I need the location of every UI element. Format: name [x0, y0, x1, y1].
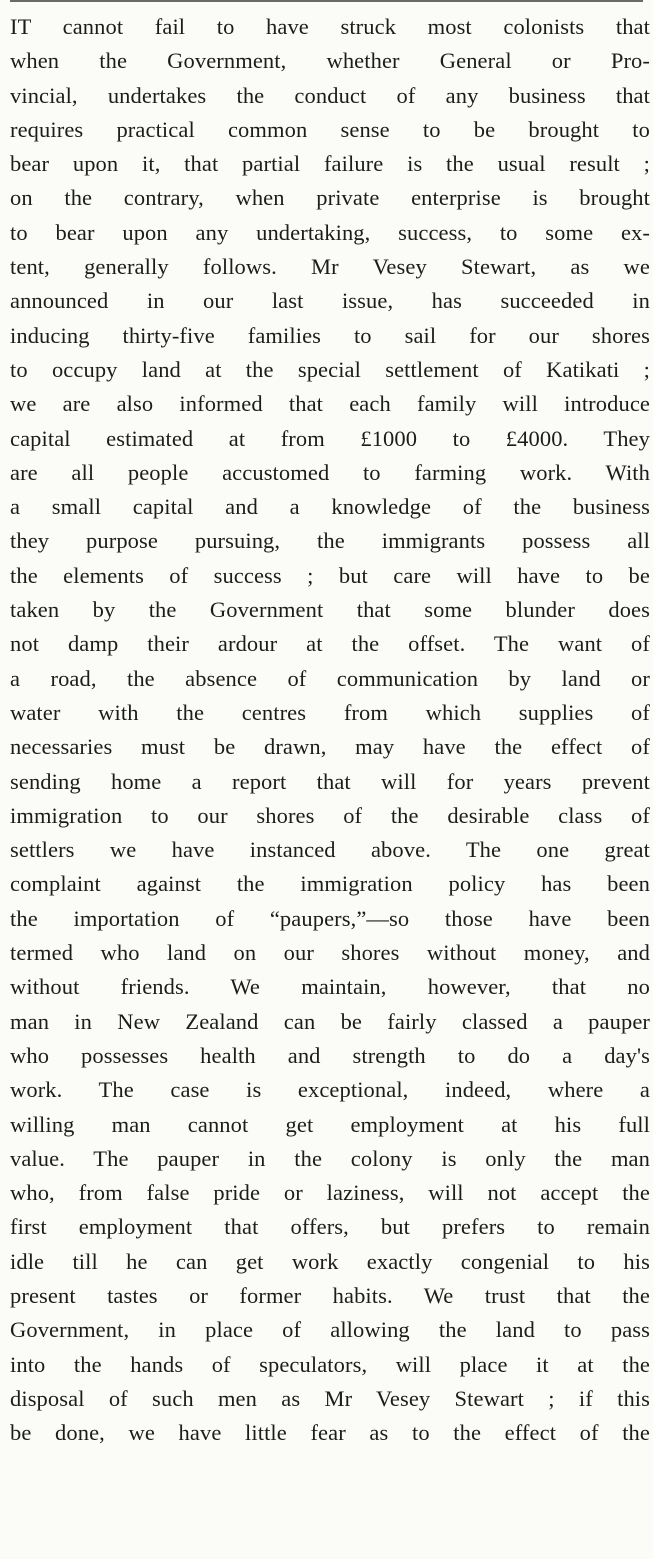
article-line: vincial, undertakes the conduct of any business that	[10, 82, 650, 108]
article-line: capital estimated at from £1000 to £4000. They	[10, 425, 650, 451]
article-line: who, from false pride or laziness, will not accept the	[10, 1180, 650, 1206]
article-line: the importation of “paupers,”—so those have been	[10, 905, 650, 931]
article-line: are all people accustomed to farming work. With	[10, 459, 650, 485]
article-line: to occupy land at the special settlement of Katikati ;	[10, 356, 650, 382]
article-line: complaint against the immigration policy has been	[10, 871, 650, 897]
article-line: inducing thirty-five families to sail for our shores	[10, 322, 650, 348]
article-line: not damp their ardour at the offset. The want of	[10, 631, 650, 657]
article-line: first employment that offers, but prefers to remain	[10, 1214, 650, 1240]
article-line: the elements of success ; but care will have to be	[10, 562, 650, 588]
article-line: taken by the Government that some blunder does	[10, 597, 650, 623]
article-line: termed who land on our shores without money, and	[10, 940, 650, 966]
article-line: tent, generally follows. Mr Vesey Stewart, as we	[10, 254, 650, 280]
article-line: idle till he can get work exactly congenial to his	[10, 1248, 650, 1274]
article-line: present tastes or former habits. We trust that the	[10, 1282, 650, 1308]
article-line: willing man cannot get employment at his full	[10, 1111, 650, 1137]
article-line: work. The case is exceptional, indeed, where a	[10, 1077, 650, 1103]
article-line: value. The pauper in the colony is only the man	[10, 1145, 650, 1171]
article-line: immigration to our shores of the desirable class of	[10, 802, 650, 828]
article-line: water with the centres from which supplies of	[10, 699, 650, 725]
article-line: to bear upon any undertaking, success, to some ex-	[10, 219, 650, 245]
article-line: when the Government, whether General or Pro-	[10, 48, 650, 74]
article-line: on the contrary, when private enterprise is brought	[10, 185, 650, 211]
article-line: into the hands of speculators, will place it at the	[10, 1351, 650, 1377]
article-line: settlers we have instanced above. The one great	[10, 837, 650, 863]
article-line: a small capital and a knowledge of the business	[10, 494, 650, 520]
article-line: sending home a report that will for years prevent	[10, 768, 650, 794]
article-line: a road, the absence of communication by land or	[10, 665, 650, 691]
article-line: we are also informed that each family will introduce	[10, 391, 650, 417]
top-rule	[10, 0, 643, 2]
article-line: announced in our last issue, has succeeded in	[10, 288, 650, 314]
article-line: necessaries must be drawn, may have the effect of	[10, 734, 650, 760]
article-line: Government, in place of allowing the land to pass	[10, 1317, 650, 1343]
article-line: they purpose pursuing, the immigrants possess all	[10, 528, 650, 554]
article-line: be done, we have little fear as to the effect of the	[10, 1420, 650, 1446]
article-line: without friends. We maintain, however, that no	[10, 974, 650, 1000]
article-line: disposal of such men as Mr Vesey Stewart ; if this	[10, 1385, 650, 1411]
article-line: who possesses health and strength to do a day's	[10, 1042, 650, 1068]
article-line: IT cannot fail to have struck most colonists that	[10, 14, 650, 39]
article-line: bear upon it, that partial failure is the usual result ;	[10, 151, 650, 177]
article-line: man in New Zealand can be fairly classed a pauper	[10, 1008, 650, 1034]
article-line: requires practical common sense to be brought to	[10, 116, 650, 142]
article-column	[10, 10, 650, 1450]
